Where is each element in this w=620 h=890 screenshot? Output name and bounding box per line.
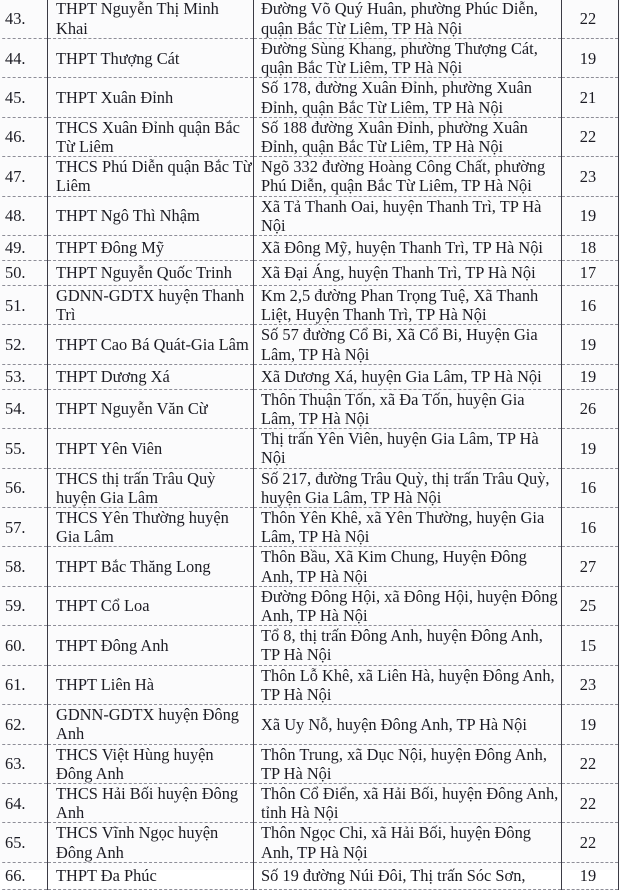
school-address: Số 19 đường Núi Đôi, Thị trấn Sóc Sơn, [254, 862, 562, 889]
school-address: Đường Sùng Khang, phường Thượng Cát, quận Bắc Từ Liêm, TP Hà Nội [254, 39, 562, 78]
school-address: Xã Đại Áng, huyện Thanh Trì, TP Hà Nội [254, 261, 562, 286]
student-count: 26 [562, 389, 619, 428]
student-count: 15 [562, 626, 619, 665]
table-row [0, 261, 619, 286]
school-name: THCS Xuân Đỉnh quận Bắc Từ Liêm [48, 117, 254, 156]
row-number: 52. [0, 325, 48, 364]
school-address: Xã Tả Thanh Oai, huyện Thanh Trì, TP Hà Nội [254, 196, 562, 235]
school-name: THCS Vĩnh Ngọc huyện Đông Anh [48, 823, 254, 862]
table-row [0, 196, 619, 235]
table-row [0, 783, 619, 822]
school-name: THPT Dương Xá [48, 364, 254, 389]
student-count: 23 [562, 665, 619, 704]
student-count: 18 [562, 236, 619, 261]
school-address: Km 2,5 đường Phan Trọng Tuệ, Xã Thanh Liệt, Huyện Thanh Trì, TP Hà Nội [254, 286, 562, 325]
school-address: Số 178, đường Xuân Đỉnh, phường Xuân Đỉnh, quận Bắc Từ Liêm, TP Hà Nội [254, 78, 562, 117]
table-row [0, 157, 619, 196]
school-address: Xã Uy Nỗ, huyện Đông Anh, TP Hà Nội [254, 705, 562, 744]
row-number: 46. [0, 117, 48, 156]
row-number: 51. [0, 286, 48, 325]
school-address: Số 57 đường Cổ Bi, Xã Cổ Bi, Huyện Gia Lâm, TP Hà Nội [254, 325, 562, 364]
school-address: Thôn Trung, xã Dục Nội, huyện Đông Anh, TP Hà Nội [254, 744, 562, 783]
school-name: THCS thị trấn Trâu Quỳ huyện Gia Lâm [48, 468, 254, 507]
table-row [0, 508, 619, 547]
row-number: 44. [0, 39, 48, 78]
table-row [0, 665, 619, 704]
row-number: 57. [0, 508, 48, 547]
row-number: 55. [0, 429, 48, 468]
row-number: 48. [0, 196, 48, 235]
table-row [0, 78, 619, 117]
student-count: 16 [562, 286, 619, 325]
student-count: 22 [562, 0, 619, 39]
school-name: THCS Hải Bối huyện Đông Anh [48, 783, 254, 822]
student-count: 19 [562, 196, 619, 235]
student-count: 22 [562, 783, 619, 822]
school-address: Thôn Lỗ Khê, xã Liên Hà, huyện Đông Anh, TP Hà Nội [254, 665, 562, 704]
table-row [0, 586, 619, 625]
school-name: GDNN-GDTX huyện Đông Anh [48, 705, 254, 744]
table-row [0, 325, 619, 364]
student-count: 22 [562, 117, 619, 156]
table-row [0, 547, 619, 586]
table-row [0, 823, 619, 862]
row-number: 65. [0, 823, 48, 862]
table-row [0, 236, 619, 261]
row-number: 45. [0, 78, 48, 117]
school-name: THCS Việt Hùng huyện Đông Anh [48, 744, 254, 783]
student-count: 19 [562, 364, 619, 389]
table-row [0, 286, 619, 325]
student-count: 27 [562, 547, 619, 586]
table-row [0, 626, 619, 665]
table-row [0, 468, 619, 507]
school-address: Xã Đông Mỹ, huyện Thanh Trì, TP Hà Nội [254, 236, 562, 261]
row-number: 58. [0, 547, 48, 586]
school-name: THPT Cao Bá Quát-Gia Lâm [48, 325, 254, 364]
school-name: THCS Yên Thường huyện Gia Lâm [48, 508, 254, 547]
table-row [0, 862, 619, 889]
school-name: THPT Nguyễn Thị Minh Khai [48, 0, 254, 39]
row-number: 59. [0, 586, 48, 625]
student-count: 19 [562, 39, 619, 78]
row-number: 63. [0, 744, 48, 783]
school-name: THCS Phú Diễn quận Bắc Từ Liêm [48, 157, 254, 196]
school-name: THPT Nguyễn Quốc Trinh [48, 261, 254, 286]
student-count: 17 [562, 261, 619, 286]
school-address: Thôn Yên Khê, xã Yên Thường, huyện Gia Lâm, TP Hà Nội [254, 508, 562, 547]
student-count: 19 [562, 705, 619, 744]
school-address: Ngõ 332 đường Hoàng Công Chất, phường Phú Diễn, quận Bắc Từ Liêm, TP Hà Nội [254, 157, 562, 196]
student-count: 19 [562, 862, 619, 889]
row-number: 53. [0, 364, 48, 389]
school-address: Thị trấn Yên Viên, huyện Gia Lâm, TP Hà Nội [254, 429, 562, 468]
student-count: 21 [562, 78, 619, 117]
row-number: 62. [0, 705, 48, 744]
table-row [0, 117, 619, 156]
student-count: 23 [562, 157, 619, 196]
school-name: THPT Thượng Cát [48, 39, 254, 78]
school-name: THPT Yên Viên [48, 429, 254, 468]
school-name: THPT Xuân Đỉnh [48, 78, 254, 117]
row-number: 49. [0, 236, 48, 261]
table-row [0, 364, 619, 389]
student-count: 22 [562, 744, 619, 783]
school-address: Đường Võ Quý Huân, phường Phúc Diễn, quận Bắc Từ Liêm, TP Hà Nội [254, 0, 562, 39]
school-address: Số 188 đường Xuân Đỉnh, phường Xuân Đỉnh, quận Bắc Từ Liêm, TP Hà Nội [254, 117, 562, 156]
row-number: 64. [0, 783, 48, 822]
school-name: THPT Bắc Thăng Long [48, 547, 254, 586]
school-address: Thôn Thuận Tốn, xã Đa Tốn, huyện Gia Lâm, TP Hà Nội [254, 389, 562, 428]
school-address: Thôn Cổ Điển, xã Hải Bối, huyện Đông Anh, tỉnh Hà Nội [254, 783, 562, 822]
school-address: Đường Đông Hội, xã Đông Hội, huyện Đông Anh, TP Hà Nội [254, 586, 562, 625]
school-name: GDNN-GDTX huyện Thanh Trì [48, 286, 254, 325]
table-row [0, 429, 619, 468]
student-count: 25 [562, 586, 619, 625]
school-address: Tổ 8, thị trấn Đông Anh, huyện Đông Anh, TP Hà Nội [254, 626, 562, 665]
school-address: Thôn Ngọc Chi, xã Hải Bối, huyện Đông Anh, TP Hà Nội [254, 823, 562, 862]
school-address: Xã Dương Xá, huyện Gia Lâm, TP Hà Nội [254, 364, 562, 389]
row-number: 54. [0, 389, 48, 428]
school-name: THPT Cổ Loa [48, 586, 254, 625]
school-name: THPT Đông Mỹ [48, 236, 254, 261]
row-number: 47. [0, 157, 48, 196]
row-number: 61. [0, 665, 48, 704]
table-row [0, 705, 619, 744]
school-name: THPT Liên Hà [48, 665, 254, 704]
school-name: THPT Đông Anh [48, 626, 254, 665]
row-number: 43. [0, 0, 48, 39]
table-row [0, 389, 619, 428]
row-number: 60. [0, 626, 48, 665]
school-name: THPT Nguyễn Văn Cừ [48, 389, 254, 428]
student-count: 19 [562, 325, 619, 364]
school-name: THPT Đa Phúc [48, 862, 254, 889]
table-row [0, 0, 619, 39]
student-count: 22 [562, 823, 619, 862]
table-row [0, 744, 619, 783]
row-number: 56. [0, 468, 48, 507]
school-address: Thôn Bầu, Xã Kim Chung, Huyện Đông Anh, TP Hà Nội [254, 547, 562, 586]
student-count: 16 [562, 508, 619, 547]
student-count: 19 [562, 429, 619, 468]
row-number: 66. [0, 862, 48, 889]
row-number: 50. [0, 261, 48, 286]
school-name: THPT Ngô Thì Nhậm [48, 196, 254, 235]
table-row [0, 39, 619, 78]
school-address: Số 217, đường Trâu Quỳ, thị trấn Trâu Quỳ, huyện Gia Lâm, TP Hà Nội [254, 468, 562, 507]
student-count: 16 [562, 468, 619, 507]
